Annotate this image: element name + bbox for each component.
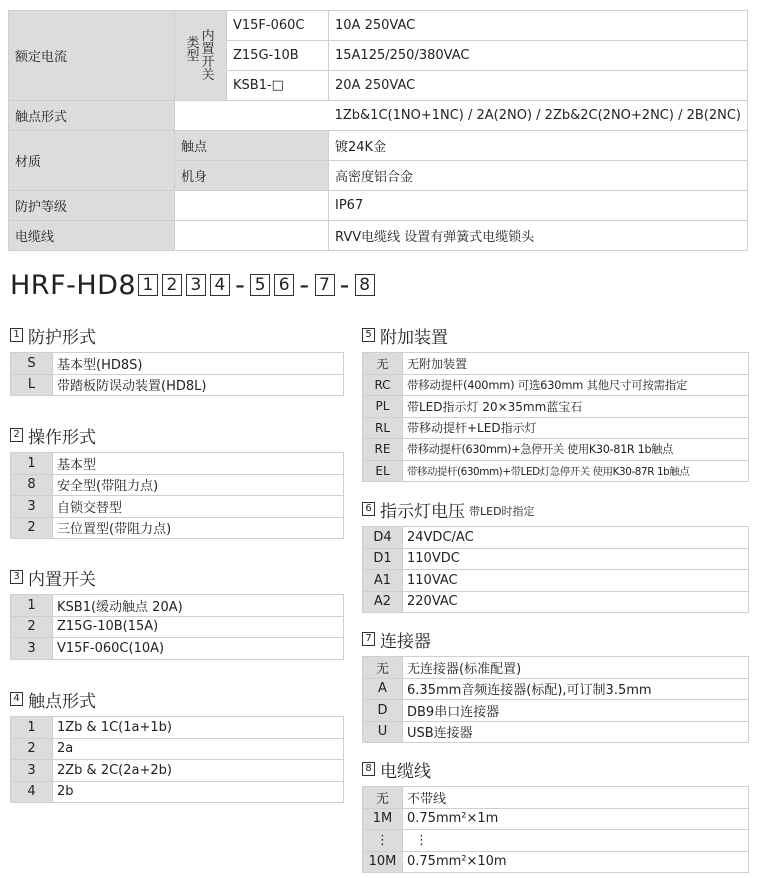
option-table — [10, 452, 344, 539]
material-label: 材质 — [9, 131, 175, 191]
option-code: 10M — [363, 851, 403, 873]
option-code: ⋮ — [363, 830, 403, 852]
model-box-5: 5 — [250, 274, 270, 296]
section-title-text: 触点形式 — [28, 691, 96, 712]
table-row — [363, 548, 749, 570]
section-protection-form — [10, 324, 344, 396]
model-dash: - — [339, 269, 350, 301]
section-title-text: 操作形式 — [28, 427, 96, 448]
option-desc: 不带线 — [403, 787, 749, 809]
option-code: RC — [363, 374, 403, 396]
option-code: EL — [363, 460, 403, 482]
option-desc: 带移动提杆(630mm)+急停开关 使用K30-81R 1b触点 — [403, 439, 749, 461]
option-desc: 自锁交替型 — [53, 496, 344, 518]
option-code: 1 — [11, 717, 53, 739]
spec-row-material-contact — [9, 131, 748, 161]
table-row — [11, 638, 344, 660]
table-row — [363, 721, 749, 743]
section-number-box: 5 — [362, 328, 375, 342]
switch-model: V15F-060C — [227, 11, 329, 41]
option-code: L — [11, 374, 53, 396]
option-desc: 2a — [53, 738, 344, 760]
material-value: 高密度铝合金 — [329, 161, 748, 191]
option-code: 无 — [363, 787, 403, 809]
model-box-4: 4 — [210, 274, 230, 296]
section-number-box: 3 — [10, 570, 23, 584]
table-row — [11, 517, 344, 539]
option-code: U — [363, 721, 403, 743]
option-code: 3 — [11, 496, 53, 518]
section-title-text: 指示灯电压 — [380, 501, 465, 522]
material-value: 镀24K金 — [329, 131, 748, 161]
option-table — [10, 352, 344, 396]
option-code: A1 — [363, 570, 403, 592]
option-desc: 220VAC — [403, 591, 749, 613]
switch-rating: 15A125/250/380VAC — [329, 41, 748, 71]
option-desc: 基本型 — [53, 453, 344, 475]
option-code: PL — [363, 396, 403, 418]
option-table — [362, 526, 749, 613]
section-title — [10, 688, 344, 710]
model-box-1: 1 — [138, 274, 158, 296]
table-row — [363, 570, 749, 592]
option-code: 无 — [363, 657, 403, 679]
section-title-text: 防护形式 — [28, 327, 96, 348]
spec-row-cable — [9, 221, 748, 251]
option-code: A — [363, 678, 403, 700]
model-box-3: 3 — [186, 274, 206, 296]
option-desc: 24VDC/AC — [403, 527, 749, 549]
option-code: D1 — [363, 548, 403, 570]
section-number-box: 2 — [10, 428, 23, 442]
option-table — [10, 716, 344, 803]
section-title-text: 电缆线 — [380, 761, 431, 782]
option-code: 2 — [11, 517, 53, 539]
option-desc: ⋮ — [403, 830, 749, 852]
option-code: D4 — [363, 527, 403, 549]
section-note: 带LED时指定 — [469, 504, 535, 518]
option-code: 无 — [363, 353, 403, 375]
option-desc: Z15G-10B(15A) — [53, 616, 344, 638]
option-code: 1M — [363, 808, 403, 830]
section-number-box: 6 — [362, 502, 375, 516]
option-code: D — [363, 700, 403, 722]
model-dash: - — [235, 269, 246, 301]
option-desc: DB9串口连接器 — [403, 700, 749, 722]
builtin-switch-type-label: 类 型 内 置 开 关 — [175, 11, 227, 101]
option-table — [362, 352, 749, 482]
table-row — [363, 396, 749, 418]
section-title — [362, 628, 749, 650]
contact-form-value: 1Zb&1C(1NO+1NC) / 2A(2NO) / 2Zb&2C(2NO+2NC) / 2B(2NC) — [175, 101, 748, 131]
protection-label: 防护等级 — [9, 191, 175, 221]
table-row — [11, 738, 344, 760]
table-row — [363, 851, 749, 873]
table-row — [363, 678, 749, 700]
model-box-7: 7 — [315, 274, 335, 296]
option-code: RE — [363, 439, 403, 461]
table-row — [363, 353, 749, 375]
option-desc: 无附加装置 — [403, 353, 749, 375]
option-desc: 带LED指示灯 20×35mm蓝宝石 — [403, 396, 749, 418]
option-desc: 2Zb & 2C(2a+2b) — [53, 760, 344, 782]
spec-row-contact-form — [9, 101, 748, 131]
switch-model: KSB1-□ — [227, 71, 329, 101]
model-code — [10, 268, 379, 302]
model-prefix: HRF-HD8 — [10, 269, 137, 301]
table-row — [363, 657, 749, 679]
cable-value: RVV电缆线 设置有弹簧式电缆锁头 — [329, 221, 748, 251]
table-row — [11, 760, 344, 782]
switch-model: Z15G-10B — [227, 41, 329, 71]
option-code: 4 — [11, 781, 53, 803]
option-code: 3 — [11, 638, 53, 660]
table-row — [363, 374, 749, 396]
section-title — [10, 566, 344, 588]
option-desc: 110VDC — [403, 548, 749, 570]
option-desc: 0.75mm²×10m — [403, 851, 749, 873]
option-desc: 带移动提杆+LED指示灯 — [403, 417, 749, 439]
table-row — [363, 830, 749, 852]
switch-rating: 10A 250VAC — [329, 11, 748, 41]
option-code: 1 — [11, 595, 53, 617]
option-desc: 安全型(带阻力点) — [53, 474, 344, 496]
table-row — [363, 787, 749, 809]
option-desc: 2b — [53, 781, 344, 803]
option-desc: 三位置型(带阻力点) — [53, 517, 344, 539]
model-box-2: 2 — [162, 274, 182, 296]
section-builtin-switch — [10, 566, 344, 660]
model-box-8: 8 — [355, 274, 375, 296]
option-desc: USB连接器 — [403, 721, 749, 743]
table-row — [363, 527, 749, 549]
option-desc: 1Zb & 1C(1a+1b) — [53, 717, 344, 739]
table-row — [363, 808, 749, 830]
option-code: RL — [363, 417, 403, 439]
option-desc: 无连接器(标准配置) — [403, 657, 749, 679]
option-code: 2 — [11, 738, 53, 760]
section-number-box: 8 — [362, 762, 375, 776]
section-title — [362, 498, 749, 520]
section-title — [10, 424, 344, 446]
section-number-box: 1 — [10, 328, 23, 342]
section-accessory — [362, 324, 749, 482]
option-desc: V15F-060C(10A) — [53, 638, 344, 660]
option-table — [362, 656, 749, 743]
option-code: 8 — [11, 474, 53, 496]
section-title-text: 附加装置 — [380, 327, 448, 348]
option-desc: 带踏板防误动装置(HD8L) — [53, 374, 344, 396]
option-desc: 0.75mm²×1m — [403, 808, 749, 830]
table-row — [11, 453, 344, 475]
table-row — [363, 591, 749, 613]
section-title — [10, 324, 344, 346]
table-row — [11, 496, 344, 518]
spec-table — [8, 10, 748, 251]
spec-row-protection — [9, 191, 748, 221]
option-code: 2 — [11, 616, 53, 638]
spec-row-switch-1 — [9, 11, 748, 41]
section-title-text: 连接器 — [380, 631, 431, 652]
section-title — [362, 324, 749, 346]
table-row — [363, 460, 749, 482]
option-desc: 带移动提杆(400mm) 可选630mm 其他尺寸可按需指定 — [403, 374, 749, 396]
section-indicator-voltage — [362, 498, 749, 613]
table-row — [11, 595, 344, 617]
section-number-box: 4 — [10, 692, 23, 706]
section-title-text: 内置开关 — [28, 569, 96, 590]
section-cable — [362, 758, 749, 873]
section-number-box: 7 — [362, 632, 375, 646]
option-table — [10, 594, 344, 660]
table-row — [11, 474, 344, 496]
table-row — [11, 353, 344, 375]
option-code: 1 — [11, 453, 53, 475]
model-box-6: 6 — [274, 274, 294, 296]
table-row — [11, 717, 344, 739]
model-dash: - — [299, 269, 310, 301]
table-row — [11, 374, 344, 396]
option-desc: 基本型(HD8S) — [53, 353, 344, 375]
section-contact-form — [10, 688, 344, 803]
option-code: A2 — [363, 591, 403, 613]
option-desc: 带移动提杆(630mm)+带LED灯急停开关 使用K30-87R 1b触点 — [403, 460, 749, 482]
rated-current-label: 额定电流 — [9, 11, 175, 101]
material-part: 触点 — [175, 131, 329, 161]
option-table — [362, 786, 749, 873]
section-title — [362, 758, 749, 780]
option-code: 3 — [11, 760, 53, 782]
option-desc: 6.35mm音频连接器(标配),可订制3.5mm — [403, 678, 749, 700]
section-operation-form — [10, 424, 344, 539]
option-desc: 110VAC — [403, 570, 749, 592]
switch-rating: 20A 250VAC — [329, 71, 748, 101]
option-code: S — [11, 353, 53, 375]
table-row — [11, 781, 344, 803]
table-row — [11, 616, 344, 638]
table-row — [363, 439, 749, 461]
option-desc: KSB1(缓动触点 20A) — [53, 595, 344, 617]
section-connector — [362, 628, 749, 743]
material-part: 机身 — [175, 161, 329, 191]
contact-form-label: 触点形式 — [9, 101, 175, 131]
table-row — [363, 417, 749, 439]
cable-label: 电缆线 — [9, 221, 175, 251]
table-row — [363, 700, 749, 722]
protection-value: IP67 — [329, 191, 748, 221]
